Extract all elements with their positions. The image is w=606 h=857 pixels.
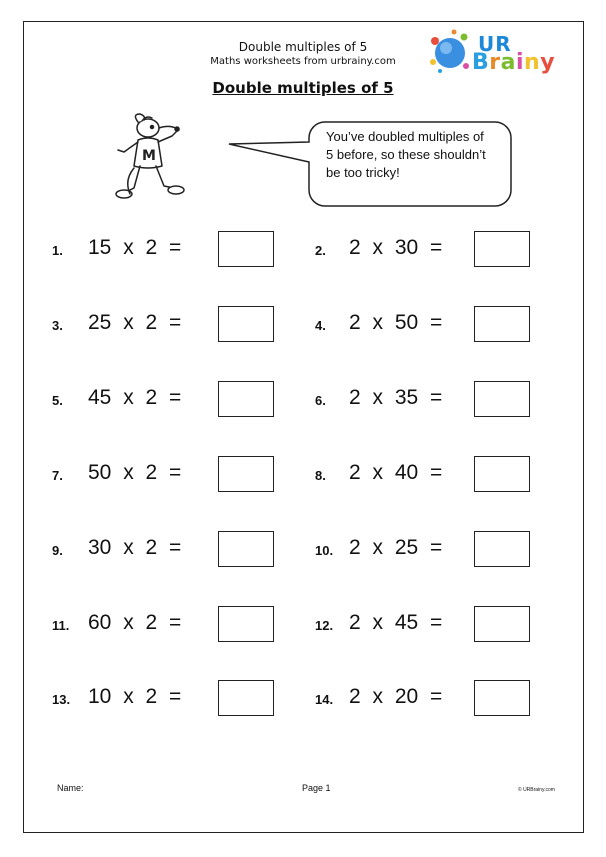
question-8 <box>315 456 540 494</box>
logo-letter: a <box>500 50 516 75</box>
question-expression: 2 x 30 = <box>349 236 443 259</box>
question-11 <box>52 606 282 644</box>
answer-box[interactable] <box>218 231 274 267</box>
answer-box[interactable] <box>474 456 530 492</box>
question-expression: 2 x 20 = <box>349 685 443 708</box>
question-12 <box>315 606 540 644</box>
answer-box[interactable] <box>218 381 274 417</box>
answer-box[interactable] <box>218 531 274 567</box>
question-number: 6. <box>315 393 326 408</box>
question-number: 12. <box>315 618 334 633</box>
question-expression: 30 x 2 = <box>88 536 182 559</box>
speech-line: You’ve doubled multiples of <box>326 129 484 144</box>
question-number: 13. <box>52 692 71 707</box>
question-4 <box>315 306 540 344</box>
logo-letter: B <box>472 50 490 75</box>
header-title: Double multiples of 5 <box>238 40 368 54</box>
question-10 <box>315 531 540 569</box>
question-1 <box>52 231 282 269</box>
urbrainy-logo <box>426 26 556 82</box>
question-7 <box>52 456 282 494</box>
question-14 <box>315 680 540 718</box>
question-expression: 2 x 45 = <box>349 611 443 634</box>
logo-brainy-text <box>472 50 555 75</box>
answer-box[interactable] <box>474 231 530 267</box>
question-expression: 10 x 2 = <box>88 685 182 708</box>
question-number: 14. <box>315 692 334 707</box>
answer-box[interactable] <box>218 306 274 342</box>
answer-box[interactable] <box>218 456 274 492</box>
logo-letter: n <box>524 50 541 75</box>
question-3 <box>52 306 282 344</box>
question-9 <box>52 531 282 569</box>
answer-box[interactable] <box>474 680 530 716</box>
question-expression: 2 x 40 = <box>349 461 443 484</box>
question-expression: 60 x 2 = <box>88 611 182 634</box>
question-number: 11. <box>52 618 70 633</box>
question-2 <box>315 231 540 269</box>
speech-bubble-text <box>326 128 506 182</box>
logo-ur-text: UR <box>478 32 512 56</box>
question-expression: 15 x 2 = <box>88 236 182 259</box>
question-expression: 45 x 2 = <box>88 386 182 409</box>
question-number: 10. <box>315 543 334 558</box>
question-number: 3. <box>52 318 63 333</box>
question-number: 7. <box>52 468 63 483</box>
question-expression: 50 x 2 = <box>88 461 182 484</box>
page-number: Page 1 <box>302 783 331 793</box>
question-number: 5. <box>52 393 63 408</box>
speech-line: be too tricky! <box>326 165 400 180</box>
copyright-text: © URBrainy.com <box>518 787 555 793</box>
question-expression: 2 x 50 = <box>349 311 443 334</box>
logo-letter: r <box>489 50 501 75</box>
speech-line: 5 before, so these shouldn’t <box>326 147 486 162</box>
mouse-mascot-icon <box>104 112 192 212</box>
question-expression: 2 x 35 = <box>349 386 443 409</box>
question-number: 9. <box>52 543 63 558</box>
logo-letter: y <box>540 50 556 75</box>
svg-text:M: M <box>142 148 156 164</box>
question-number: 8. <box>315 468 326 483</box>
question-number: 2. <box>315 243 326 258</box>
question-expression: 25 x 2 = <box>88 311 182 334</box>
question-13 <box>52 680 282 718</box>
answer-box[interactable] <box>218 606 274 642</box>
answer-box[interactable] <box>474 306 530 342</box>
question-5 <box>52 381 282 419</box>
question-6 <box>315 381 540 419</box>
logo-letter: i <box>516 50 525 75</box>
name-label: Name: <box>57 783 84 793</box>
question-expression: 2 x 25 = <box>349 536 443 559</box>
answer-box[interactable] <box>474 531 530 567</box>
answer-box[interactable] <box>218 680 274 716</box>
answer-box[interactable] <box>474 381 530 417</box>
header-subtitle: Maths worksheets from urbrainy.com <box>210 56 396 67</box>
question-number: 1. <box>52 243 63 258</box>
question-number: 4. <box>315 318 326 333</box>
page-title: Double multiples of 5 <box>212 79 394 97</box>
answer-box[interactable] <box>474 606 530 642</box>
